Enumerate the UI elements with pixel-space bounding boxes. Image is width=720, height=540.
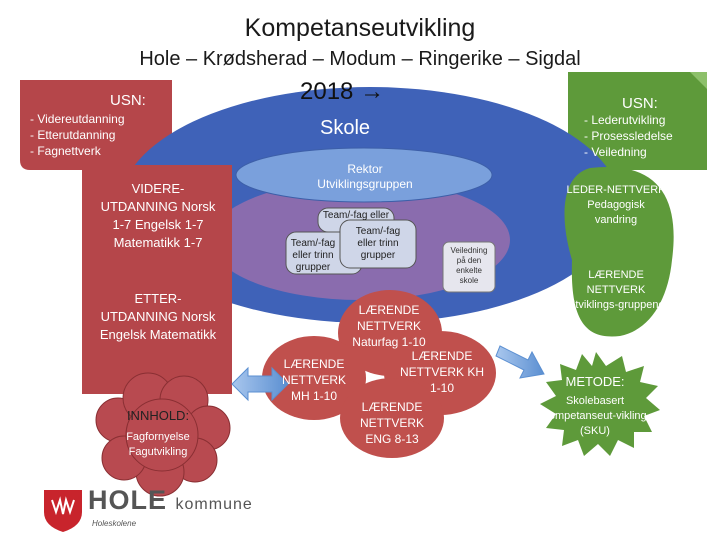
team-label-2: Team/-fag eller trinn grupper [290,238,336,273]
list-item: - Veiledning [584,145,647,159]
network-mh-label: LÆRENDE NETTVERK MH 1-10 [281,357,346,403]
list-item: - Fagnettverk [30,144,101,158]
coat-of-arms-icon [44,490,82,532]
etterutdanning-label: ETTER-UTDANNING Norsk Engelsk Matematikk [99,291,217,342]
logo-name: HOLE [88,485,168,515]
metode-text: Skolebasert kompetanseut-vikling (SKU) [543,395,647,437]
laerende-nettverk-label: LÆRENDE NETTVERK Utviklings-gruppene [567,269,665,311]
list-item: - Videreutdanning [30,112,125,126]
ledernettverk-label: LEDER-NETTVERK Pedagogisk vandring [566,184,666,226]
innhold-text: Fagfornyelse Fagutvikling [126,431,190,458]
logo-tagline: Holeskolene [92,519,137,528]
usn-left-list [30,111,125,159]
list-item: - Lederutvikling [584,113,666,127]
logo-suffix: kommune [175,496,253,513]
network-kh-label: LÆRENDE NETTVERK KH 1-10 [400,349,485,395]
year-text: 2018 [300,78,354,105]
innhold-title: INNHOLD: [126,408,190,423]
arrow-to-metode [496,346,544,378]
skole-title: Skole [320,117,371,139]
page-subtitle: Hole – Krødsherad – Modum – Ringerike – Sigdal [139,48,581,70]
year-label [300,78,384,106]
usn-right-title: USN: [622,95,658,112]
network-eng-label: LÆRENDE NETTVERK ENG 8-13 [359,400,424,446]
list-item: - Prosessledelse [584,129,673,143]
metode-title: METODE: [565,374,625,389]
rektor-label: Rektor Utviklingsgruppen [317,162,413,191]
page-title: Kompetanseutvikling [244,14,476,42]
usn-left-title: USN: [110,92,146,109]
team-label-1: Team/-fag eller [322,210,390,221]
logo [88,485,253,516]
usn-right-list [584,112,673,160]
arrow-right-icon: → [360,78,385,105]
list-item: - Etterutdanning [30,128,116,142]
veiledning-label: Veiledning på den enkelte skole [450,246,488,285]
team-label-3: Team/-fag eller trinn grupper [355,226,401,261]
videreutdanning-label: VIDERE-UTDANNING Norsk 1-7 Engelsk 1-7 Matematikk 1-7 [100,181,216,250]
network-naturfag-label: LÆRENDE NETTVERK Naturfag 1-10 [352,303,426,349]
